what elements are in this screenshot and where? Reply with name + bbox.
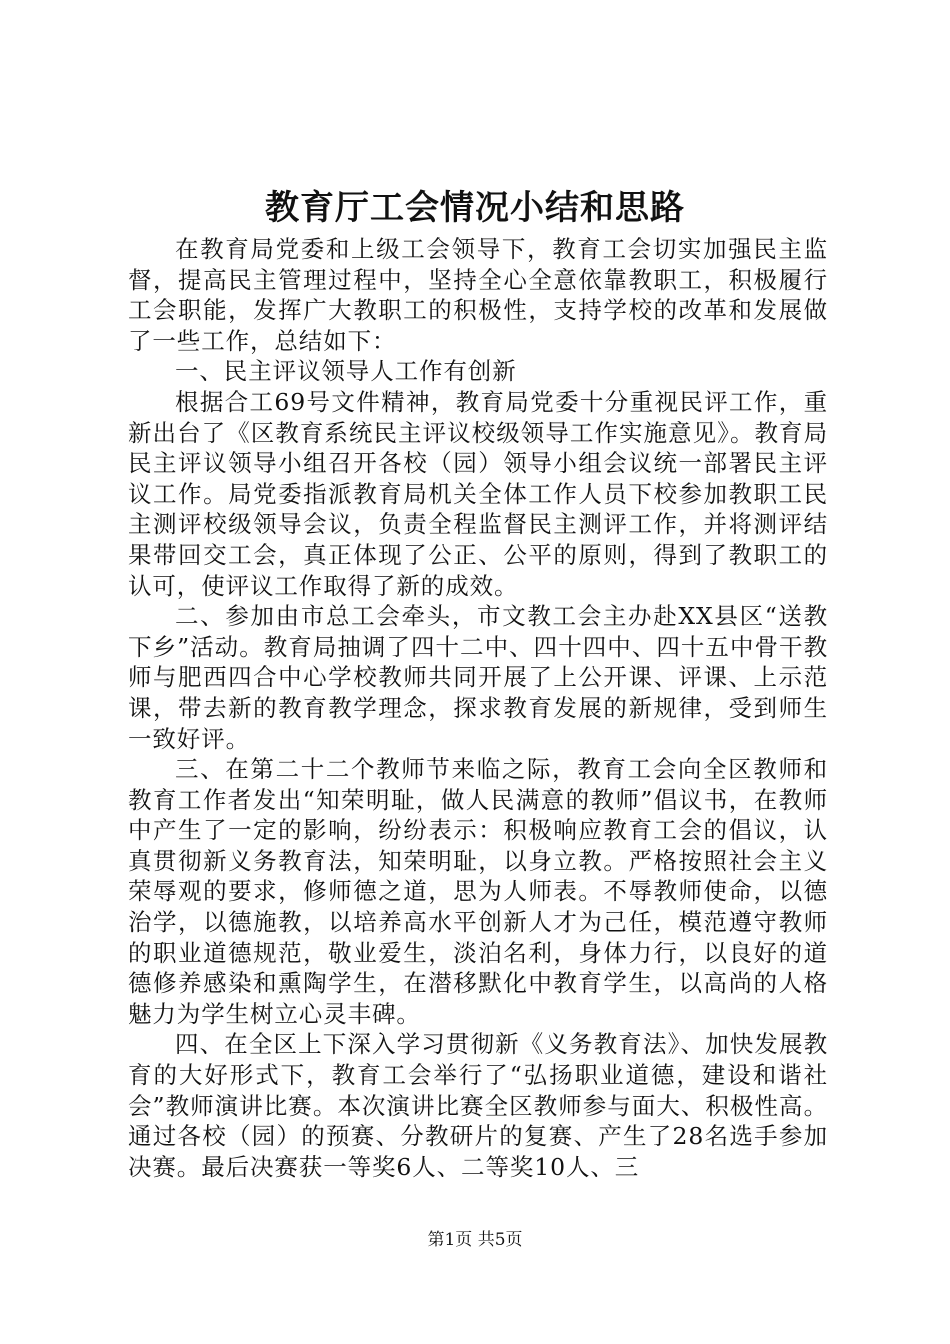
page-number-footer: 第1页 共5页	[427, 1230, 523, 1250]
paragraph-intro: 在教育局党委和上级工会领导下，教育工会切实加强民主监督，提高民主管理过程中，坚持全心全意依靠教职工，积极履行工会职能，发挥广大教职工的积极性，支持学校的改革和发展做了一些工作，总结如下：	[128, 235, 828, 355]
document-title: 教育厅工会情况小结和思路	[265, 188, 685, 228]
paragraph-section-4: 四、在全区上下深入学习贯彻新《义务教育法》、加快发展教育的大好形式下，教育工会举行了“弘扬职业道德，建设和谐社会”教师演讲比赛。本次演讲比赛全区教师参与面大、积极性高。通过各校（园）的预赛、分教研片的复赛、产生了28名选手参加决赛。最后决赛获一等奖6人、二等奖10人、三	[128, 1030, 828, 1181]
document-body	[128, 234, 828, 1182]
section-heading-1: 一、民主评议领导人工作有创新	[175, 357, 517, 386]
paragraph-section-1: 根据合工69号文件精神，教育局党委十分重视民评工作，重新出台了《区教育系统民主评议校级领导工作实施意见》。教育局民主评议领导小组召开各校（园）领导小组会议统一部署民主评议工作。局党委指派教育局机关全体工作人员下校参加教职工民主测评校级领导会议，负责全程监督民主测评工作，并将测评结果带回交工会，真正体现了公正、公平的原则，得到了教职工的认可，使评议工作取得了新的成效。	[128, 387, 828, 600]
paragraph-section-2: 二、参加由市总工会牵头，市文教工会主办赴XX县区“送教下乡”活动。教育局抽调了四十二中、四十四中、四十五中骨干教师与肥西四合中心学校教师共同开展了上公开课、评课、上示范课，带去新的教育教学理念，探求教育发展的新规律，受到师生一致好评。	[128, 602, 828, 753]
paragraph-section-3: 三、在第二十二个教师节来临之际，教育工会向全区教师和教育工作者发出“知荣明耻，做人民满意的教师”倡议书，在教师中产生了一定的影响，纷纷表示：积极响应教育工会的倡议，认真贯彻新义务教育法，知荣明耻，以身立教。严格按照社会主义荣辱观的要求，修师德之道，思为人师表。不辱教师使命，以德治学，以德施教，以培养高水平创新人才为己任，模范遵守教师的职业道德规范，敬业爱生，淡泊名利，身体力行，以良好的道德修养感染和熏陶学生，在潜移默化中教育学生，以高尚的人格魅力为学生树立心灵丰碑。	[128, 755, 828, 1028]
